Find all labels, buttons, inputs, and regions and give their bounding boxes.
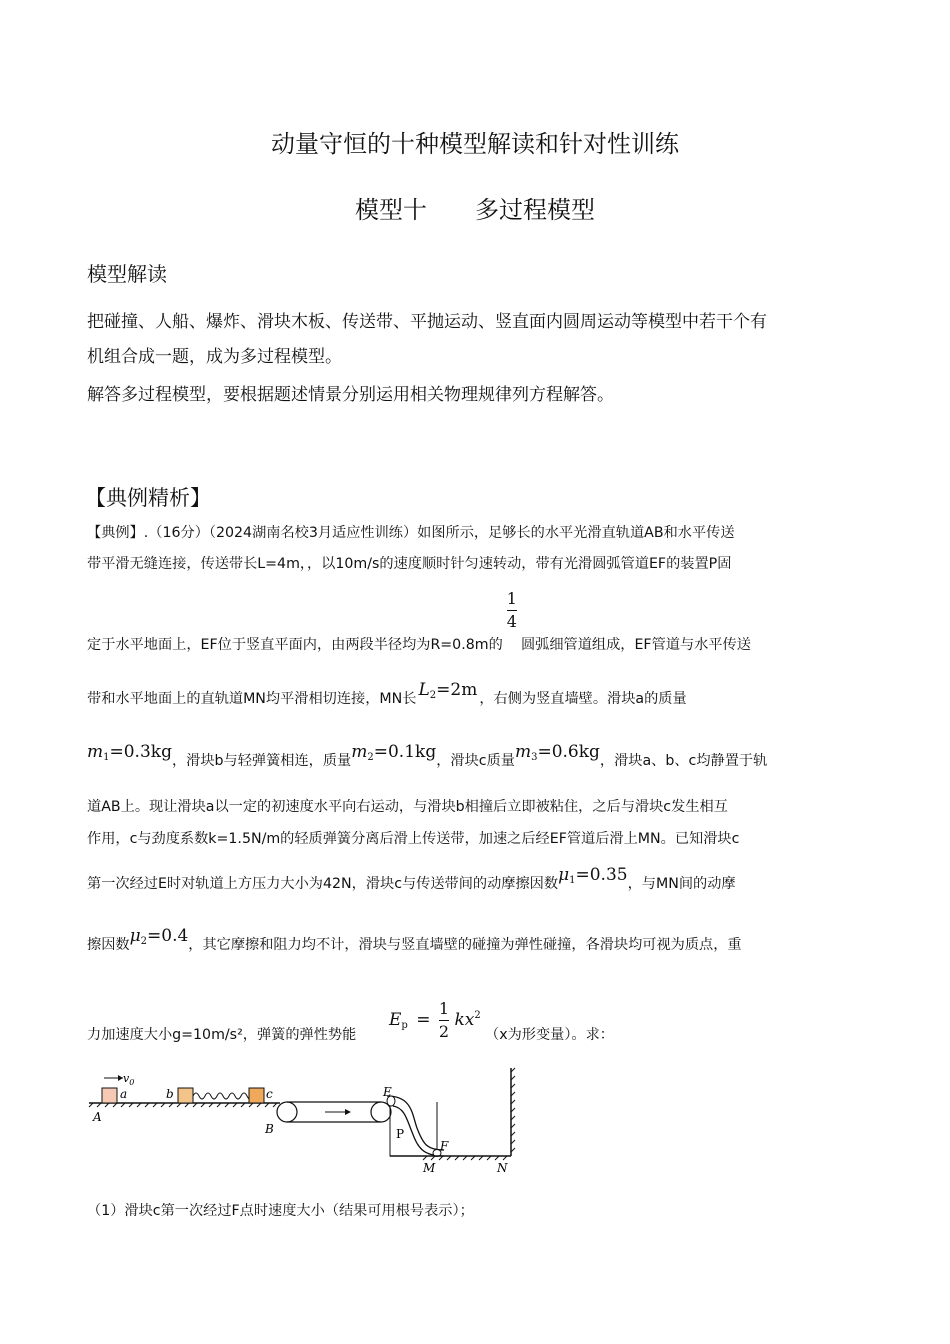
label-B: B xyxy=(265,1122,274,1136)
formula-L2: $L_2=2m$ xyxy=(418,680,478,701)
label-c: c xyxy=(266,1087,273,1101)
pipe-ef-outer xyxy=(387,1096,444,1150)
section-heading-examples: 【典例精析】 xyxy=(85,486,211,510)
example-line-8: 第一次经过E时对轨道上方压力大小为42N，滑块c与传送带间的动摩擦因数$\mu_1=0.35$，与MN间的动摩 xyxy=(87,865,736,892)
example-line-4: 带和水平地面上的直轨道MN均平滑相切连接，MN长 $L_2=2m$ ，右侧为竖直墙壁。滑块a的质量 xyxy=(87,680,687,707)
example-line-3: 定于水平地面上，EF位于竖直平面内，由两段半径均为R=0.8m的 $\frac{1}{4}$ 圆弧细管道组成，EF管道与水平传送 xyxy=(87,589,751,653)
paragraph-definition-line2: 机组合成一题，成为多过程模型。 xyxy=(87,347,342,367)
experiment-diagram xyxy=(87,1066,527,1178)
page-title: 动量守恒的十种模型解读和针对性训练 xyxy=(271,130,679,158)
question-1: （1）滑块c第一次经过F点时速度大小（结果可用根号表示）； xyxy=(87,1203,474,1219)
formula-elastic-energy: $E_p$ = $\frac{1}{2}$ $kx^2$ xyxy=(389,999,481,1041)
example-line-10: 力加速度大小g=10m/s²，弹簧的弹性势能 $E_p$ = $\frac{1}{2}$ $kx^2$ （x为形变量）。求： xyxy=(87,990,865,1040)
example-line-2: 带平滑无缝连接，传送带长L=4m，，以10m/s的速度顺时针匀速转动，带有光滑圆弧管道EF的装置P固 xyxy=(87,556,732,572)
label-N: N xyxy=(497,1161,508,1175)
formula-m2: $m_2=0.1kg$ xyxy=(351,742,437,763)
example-line-5: $m_1=0.3kg$，滑块b与轻弹簧相连，质量$m_2=0.1kg$，滑块c质量$m_3=0.6kg$，滑块a、b、c均静置于轨 xyxy=(87,742,768,769)
label-a: a xyxy=(120,1087,128,1101)
section-heading-interpretation: 模型解读 xyxy=(87,262,167,286)
block-c xyxy=(249,1088,264,1103)
label-A: A xyxy=(93,1110,102,1124)
label-E: E xyxy=(383,1085,392,1099)
label-v0: $v_0$ xyxy=(123,1072,135,1087)
block-b xyxy=(178,1088,193,1103)
conveyor-roller-left xyxy=(277,1102,297,1122)
paragraph-definition-line1: 把碰撞、人船、爆炸、滑块木板、传送带、平抛运动、竖直面内圆周运动等模型中若干个有 xyxy=(87,312,767,332)
example-line-9: 擦因数$\mu_2=0.4$，其它摩擦和阻力均不计，滑块与竖直墙壁的碰撞为弹性碰撞，各滑块均可视为质点，重 xyxy=(87,926,742,953)
formula-mu2: $\mu_2=0.4$ xyxy=(129,926,189,947)
paragraph-method: 解答多过程模型，要根据题述情景分别运用相关物理规律列方程解答。 xyxy=(87,385,614,405)
example-line-7: 作用，c与劲度系数k=1.5N/m的轻质弹簧分离后滑上传送带，加速之后经EF管道后滑上MN。已知滑块c xyxy=(87,831,740,847)
model-subtitle xyxy=(0,190,950,225)
block-a xyxy=(102,1088,117,1103)
formula-mu1: $\mu_1=0.35$ xyxy=(558,865,628,886)
subtitle-model-name: 多过程模型 xyxy=(475,196,595,224)
subtitle-model-number: 模型十 xyxy=(355,196,427,224)
example-line-1: 【典例】.（16分）（2024湖南名校3月适应性训练）如图所示，足够长的水平光滑直轨道AB和水平传送 xyxy=(87,525,735,541)
label-F: F xyxy=(440,1139,449,1153)
example-line-6: 道AB上。现让滑块a以一定的初速度水平向右运动，与滑块b相撞后立即被粘住，之后与滑块c发生相互 xyxy=(87,799,728,815)
fraction-quarter: $\frac{1}{4}$ xyxy=(506,589,517,631)
formula-m1: $m_1=0.3kg$ xyxy=(87,742,172,763)
formula-m3: $m_3=0.6kg$ xyxy=(514,742,600,763)
spring xyxy=(193,1093,251,1099)
label-P: P xyxy=(396,1127,405,1141)
label-b: b xyxy=(166,1087,174,1101)
label-M: M xyxy=(423,1161,436,1175)
